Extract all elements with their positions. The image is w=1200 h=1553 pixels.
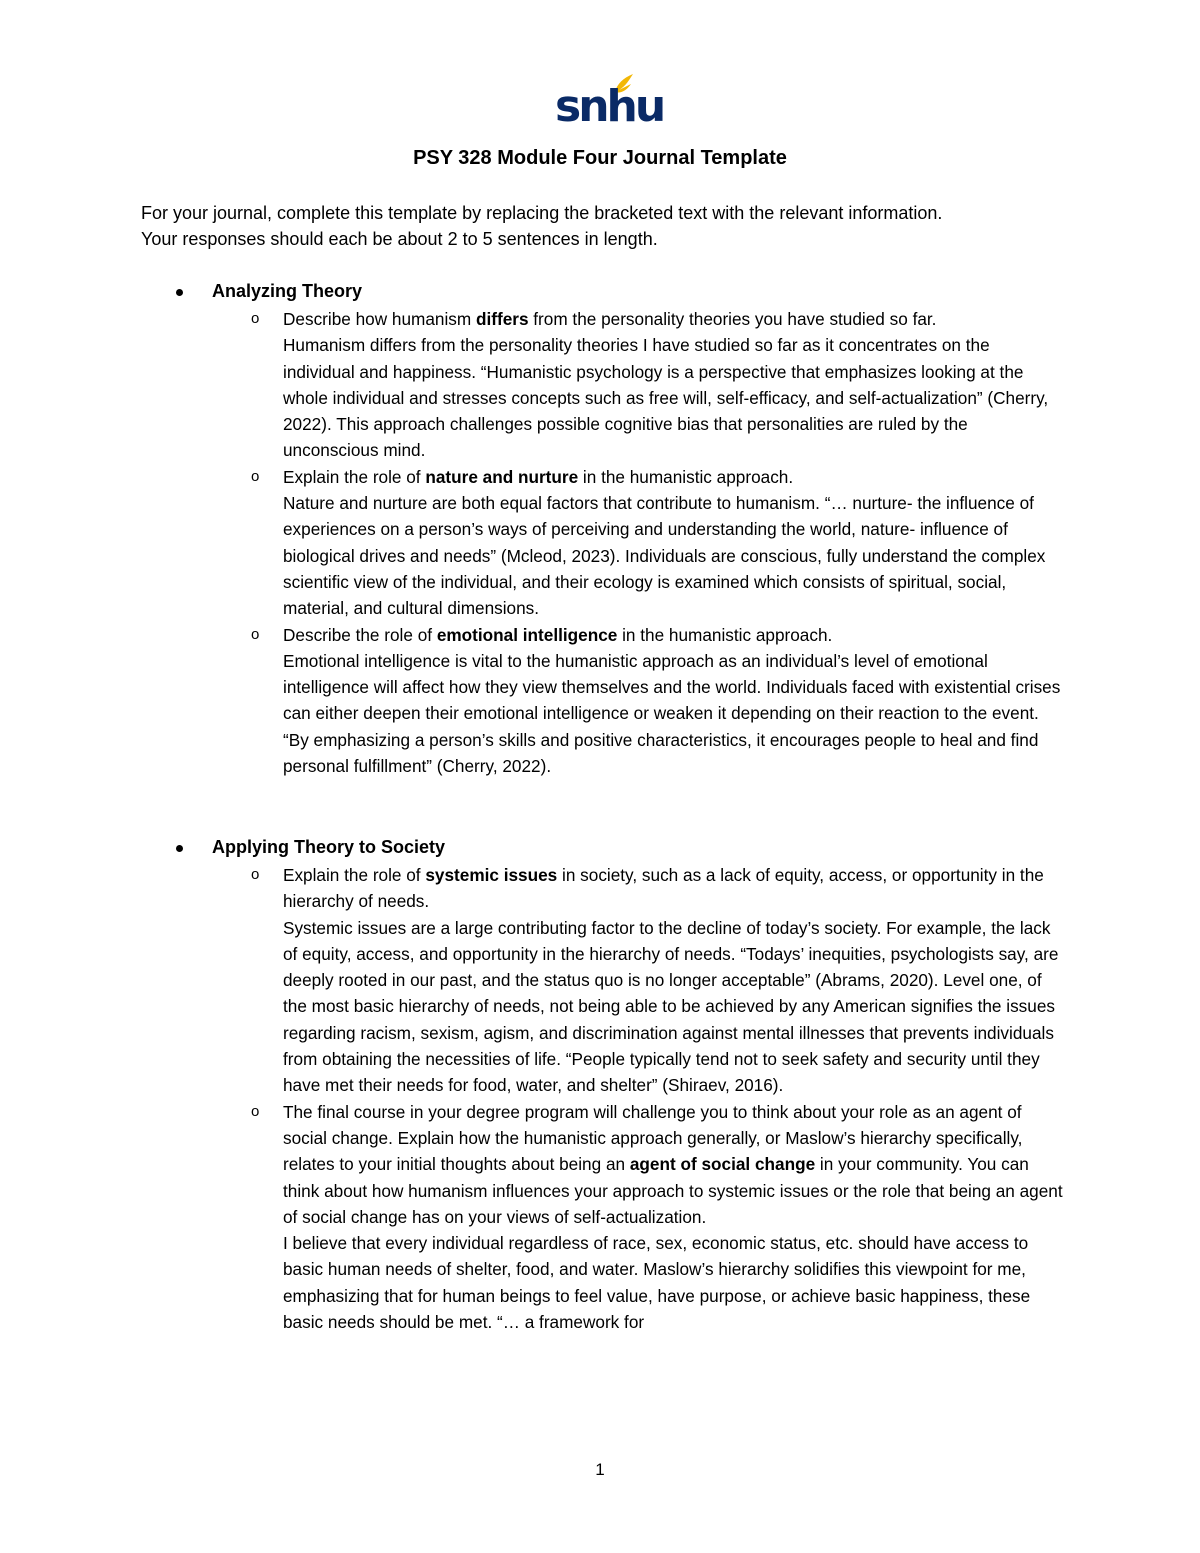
intro-line: Your responses should each be about 2 to 5 sentences in length. — [141, 229, 658, 250]
bullet-icon — [176, 845, 183, 852]
prompt-item — [251, 306, 1063, 464]
sub-bullet-icon: o — [251, 1102, 260, 1120]
prompt-question: Explain the role of systemic issues in society, such as a lack of equity, access, or opportunity in the hierarchy of needs. — [283, 865, 1044, 912]
section-heading-label: Applying Theory to Society — [212, 837, 446, 857]
section-heading — [141, 278, 1081, 306]
prompt-answer: Humanism differs from the personality theories I have studied so far as it concentrates on the individual and happiness. “Humanistic psychology is a perspective that emphasizes looking at the whole individual and stresses concepts such as free will, self-efficacy, and self-actualization” (Cherry, 2022). This approach challenges possible cognitive bias that personalities are ruled by the unconscious mind. — [283, 335, 1049, 461]
prompt-item — [251, 464, 1063, 622]
section-heading-label: Analyzing Theory — [212, 281, 363, 301]
sub-bullet-icon: o — [251, 625, 260, 643]
prompt-answer: Systemic issues are a large contributing factor to the decline of today’s society. For example, the lack of equity, access, and opportunity in the hierarchy of needs. “Todays’ inequities, psychologists say, are deeply rooted in our past, and the status quo is no longer acceptable” (Abrams, 2020). Level one, of the most basic hierarchy of needs, not being able to be achieved by any American signifies the issues regarding racism, sexism, agism, and discrimination against mental illnesses that prevents individuals from obtaining the necessities of life. “People typically tend not to seek safety and security until they have met their needs for food, water, and shelter” (Shiraev, 2016). — [283, 917, 1059, 1096]
document-title: PSY 328 Module Four Journal Template — [413, 147, 787, 169]
logo-wordmark: snhu — [555, 81, 664, 132]
intro-line: For your journal, complete this template by replacing the bracketed text with the relevant information. — [141, 203, 943, 223]
prompt-question: Explain the role of nature and nurture in the humanistic approach. — [283, 466, 794, 487]
prompt-question: The final course in your degree program will challenge you to think about your role as an agent of social change. Explain how the humanistic approach generally, or Maslow’s hierarchy specifically, relates to your initial thoughts about being an agent of social change in your community. You can think about how humanism influences your approach to systemic issues or the role that being an agent of social change has on your views of self-actualization. — [283, 1101, 1063, 1227]
prompt-question: Describe how humanism differs from the personality theories you have studied so far. — [283, 309, 937, 329]
snhu-logo — [555, 72, 664, 134]
section-applying-theory — [141, 834, 1081, 1335]
prompt-item — [251, 1099, 1063, 1336]
sub-bullet-icon: o — [251, 310, 260, 327]
page-number: 1 — [595, 1460, 605, 1479]
intro-text — [141, 200, 1081, 253]
bullet-icon — [176, 289, 183, 296]
prompt-item — [251, 622, 1063, 780]
sub-bullet-icon: o — [251, 866, 260, 883]
section-heading — [141, 834, 1081, 862]
prompt-answer: I believe that every individual regardless of race, sex, economic status, etc. should have access to basic human needs of shelter, food, and water. Maslow’s hierarchy solidifies this viewpoint for me, emphasizing that for human beings to feel value, have purpose, or achieve basic happiness, these basic needs should be met. “… a framework for — [283, 1233, 1031, 1333]
prompt-item — [251, 862, 1063, 1099]
sub-bullet-icon: o — [251, 467, 260, 485]
section-analyzing-theory — [141, 278, 1081, 779]
prompt-question: Describe the role of emotional intelligence in the humanistic approach. — [283, 624, 833, 645]
prompt-answer: Emotional intelligence is vital to the humanistic approach as an individual’s level of emotional intelligence will affect how they view themselves and the world. Individuals faced with existential crises can either deepen their emotional intelligence or weaken it depending on their reaction to the event. “By emphasizing a person’s skills and positive characteristics, it encourages people to heal and find personal fulfillment” (Cherry, 2022). — [283, 650, 1061, 777]
prompt-answer: Nature and nurture are both equal factors that contribute to humanism. “… nurture- the influence of experiences on a person’s ways of perceiving and understanding the world, nature- influence of biological drives and needs” (Mcleod, 2023). Individuals are conscious, fully understand the complex scientific view of the individual, and their ecology is examined which consists of spiritual, social, material, and cultural dimensions. — [283, 493, 1046, 619]
